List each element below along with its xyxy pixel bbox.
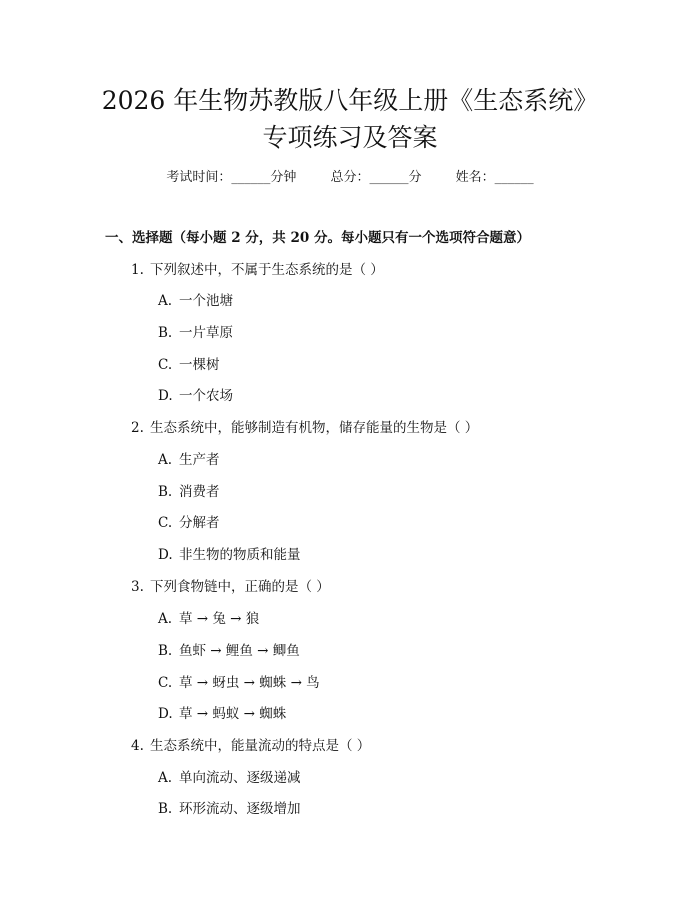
question-1 [131,261,384,279]
student-name-field: 姓名：______ [455,170,534,185]
section-heading-multiple-choice: 一、选择题（每小题 2 分，共 20 分。每小题只有一个选项符合题意） [105,230,530,246]
option-letter: A. [158,770,173,786]
option-text: 一个农场 [179,388,233,404]
option-text: 非生物的物质和能量 [179,547,301,563]
option-letter: B. [158,484,173,500]
option-letter: D. [158,388,173,404]
option-text: 生产者 [179,452,220,468]
question-text: 下列叙述中，不属于生态系统的是（ ） [150,262,384,278]
option-text: 草 → 蚜虫 → 蜘蛛 → 鸟 [179,675,320,691]
exam-time-field: 考试时间：______分钟 [166,170,297,185]
question-3-option-c [158,674,320,692]
question-1-option-c [158,356,220,374]
option-letter: A. [158,293,173,309]
question-3-option-b [158,642,300,660]
option-letter: A. [158,611,173,627]
question-text: 生态系统中，能够制造有机物，储存能量的生物是（ ） [150,420,479,436]
option-letter: D. [158,547,173,563]
option-text: 一片草原 [179,325,233,341]
option-text: 草 → 蚂蚁 → 蜘蛛 [179,706,287,722]
question-1-option-b [158,324,233,342]
option-text: 单向流动、逐级递减 [179,770,301,786]
document-title-line-1: 2026 年生物苏教版八年级上册《生态系统》 [101,86,599,115]
option-letter: B. [158,801,173,817]
option-text: 一个池塘 [179,293,233,309]
question-number: 1. [131,262,144,278]
question-2-option-b [158,483,220,501]
exam-meta-line [0,169,700,187]
option-letter: B. [158,325,173,341]
option-letter: C. [158,675,173,691]
option-text: 环形流动、逐级增加 [179,801,301,817]
option-text: 一棵树 [179,357,220,373]
question-text: 生态系统中，能量流动的特点是（ ） [150,738,371,754]
question-text: 下列食物链中，正确的是（ ） [150,579,330,595]
question-3-option-a [158,610,259,628]
question-2-option-a [158,451,220,469]
question-number: 2. [131,420,144,436]
question-3 [131,578,330,596]
option-letter: D. [158,706,173,722]
option-letter: C. [158,515,173,531]
question-2-option-c [158,514,220,532]
question-4 [131,737,370,755]
document-title-line-2: 专项练习及答案 [262,123,438,152]
option-text: 鱼虾 → 鲤鱼 → 鲫鱼 [179,643,300,659]
question-4-option-b [158,800,301,818]
question-2 [131,419,478,437]
total-score-field: 总分：______分 [330,170,422,185]
option-letter: B. [158,643,173,659]
option-letter: C. [158,357,173,373]
question-3-option-d [158,705,286,723]
option-text: 草 → 兔 → 狼 [179,611,260,627]
question-1-option-d [158,387,233,405]
question-1-option-a [158,292,233,310]
question-4-option-a [158,769,301,787]
option-letter: A. [158,452,173,468]
option-text: 分解者 [179,515,220,531]
option-text: 消费者 [179,484,220,500]
question-number: 3. [131,579,144,595]
question-number: 4. [131,738,144,754]
question-2-option-d [158,546,301,564]
